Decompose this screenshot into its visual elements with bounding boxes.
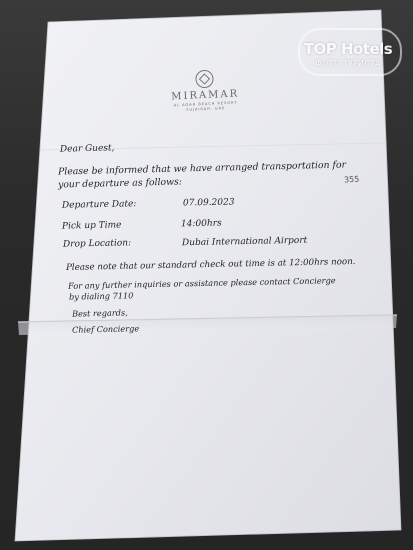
drop-location-label: Drop Location:	[62, 238, 132, 250]
drop-location-value: Dubai International Airport	[181, 235, 308, 249]
hotel-location: FUJAIRAH, UAE	[186, 106, 226, 112]
pickup-time-value: 14:00hrs	[180, 218, 222, 230]
watermark-brand: TOP Hotels	[303, 40, 393, 58]
departure-date-value: 07.09.2023	[182, 197, 235, 209]
hotel-tagline: AL AQAH BEACH RESORT	[173, 100, 238, 108]
intro-line-2: your departure as follows:	[57, 176, 183, 191]
pickup-time-label: Pick up Time	[61, 220, 122, 232]
inquiry-line-1: For any further inquiries or assistance please contact Concierge	[67, 275, 336, 291]
hotel-name: MIRAMAR	[171, 88, 240, 103]
checkout-note: Please note that our standard check out time is at 12:00hrs noon.	[65, 256, 356, 274]
watermark-subtitle: ФОТО ТУРИСТА	[315, 59, 381, 68]
handwritten-room-number: 355	[343, 174, 360, 185]
intro-line-1: Please be informed that we have arranged transportation for	[57, 159, 347, 178]
greeting: Dear Guest,	[59, 143, 115, 155]
departure-date-label: Departure Date:	[61, 199, 137, 211]
closing: Best regards,	[71, 307, 128, 319]
signature: Chief Concierge	[71, 323, 140, 335]
inquiry-line-2: by dialing 7110	[68, 290, 134, 302]
